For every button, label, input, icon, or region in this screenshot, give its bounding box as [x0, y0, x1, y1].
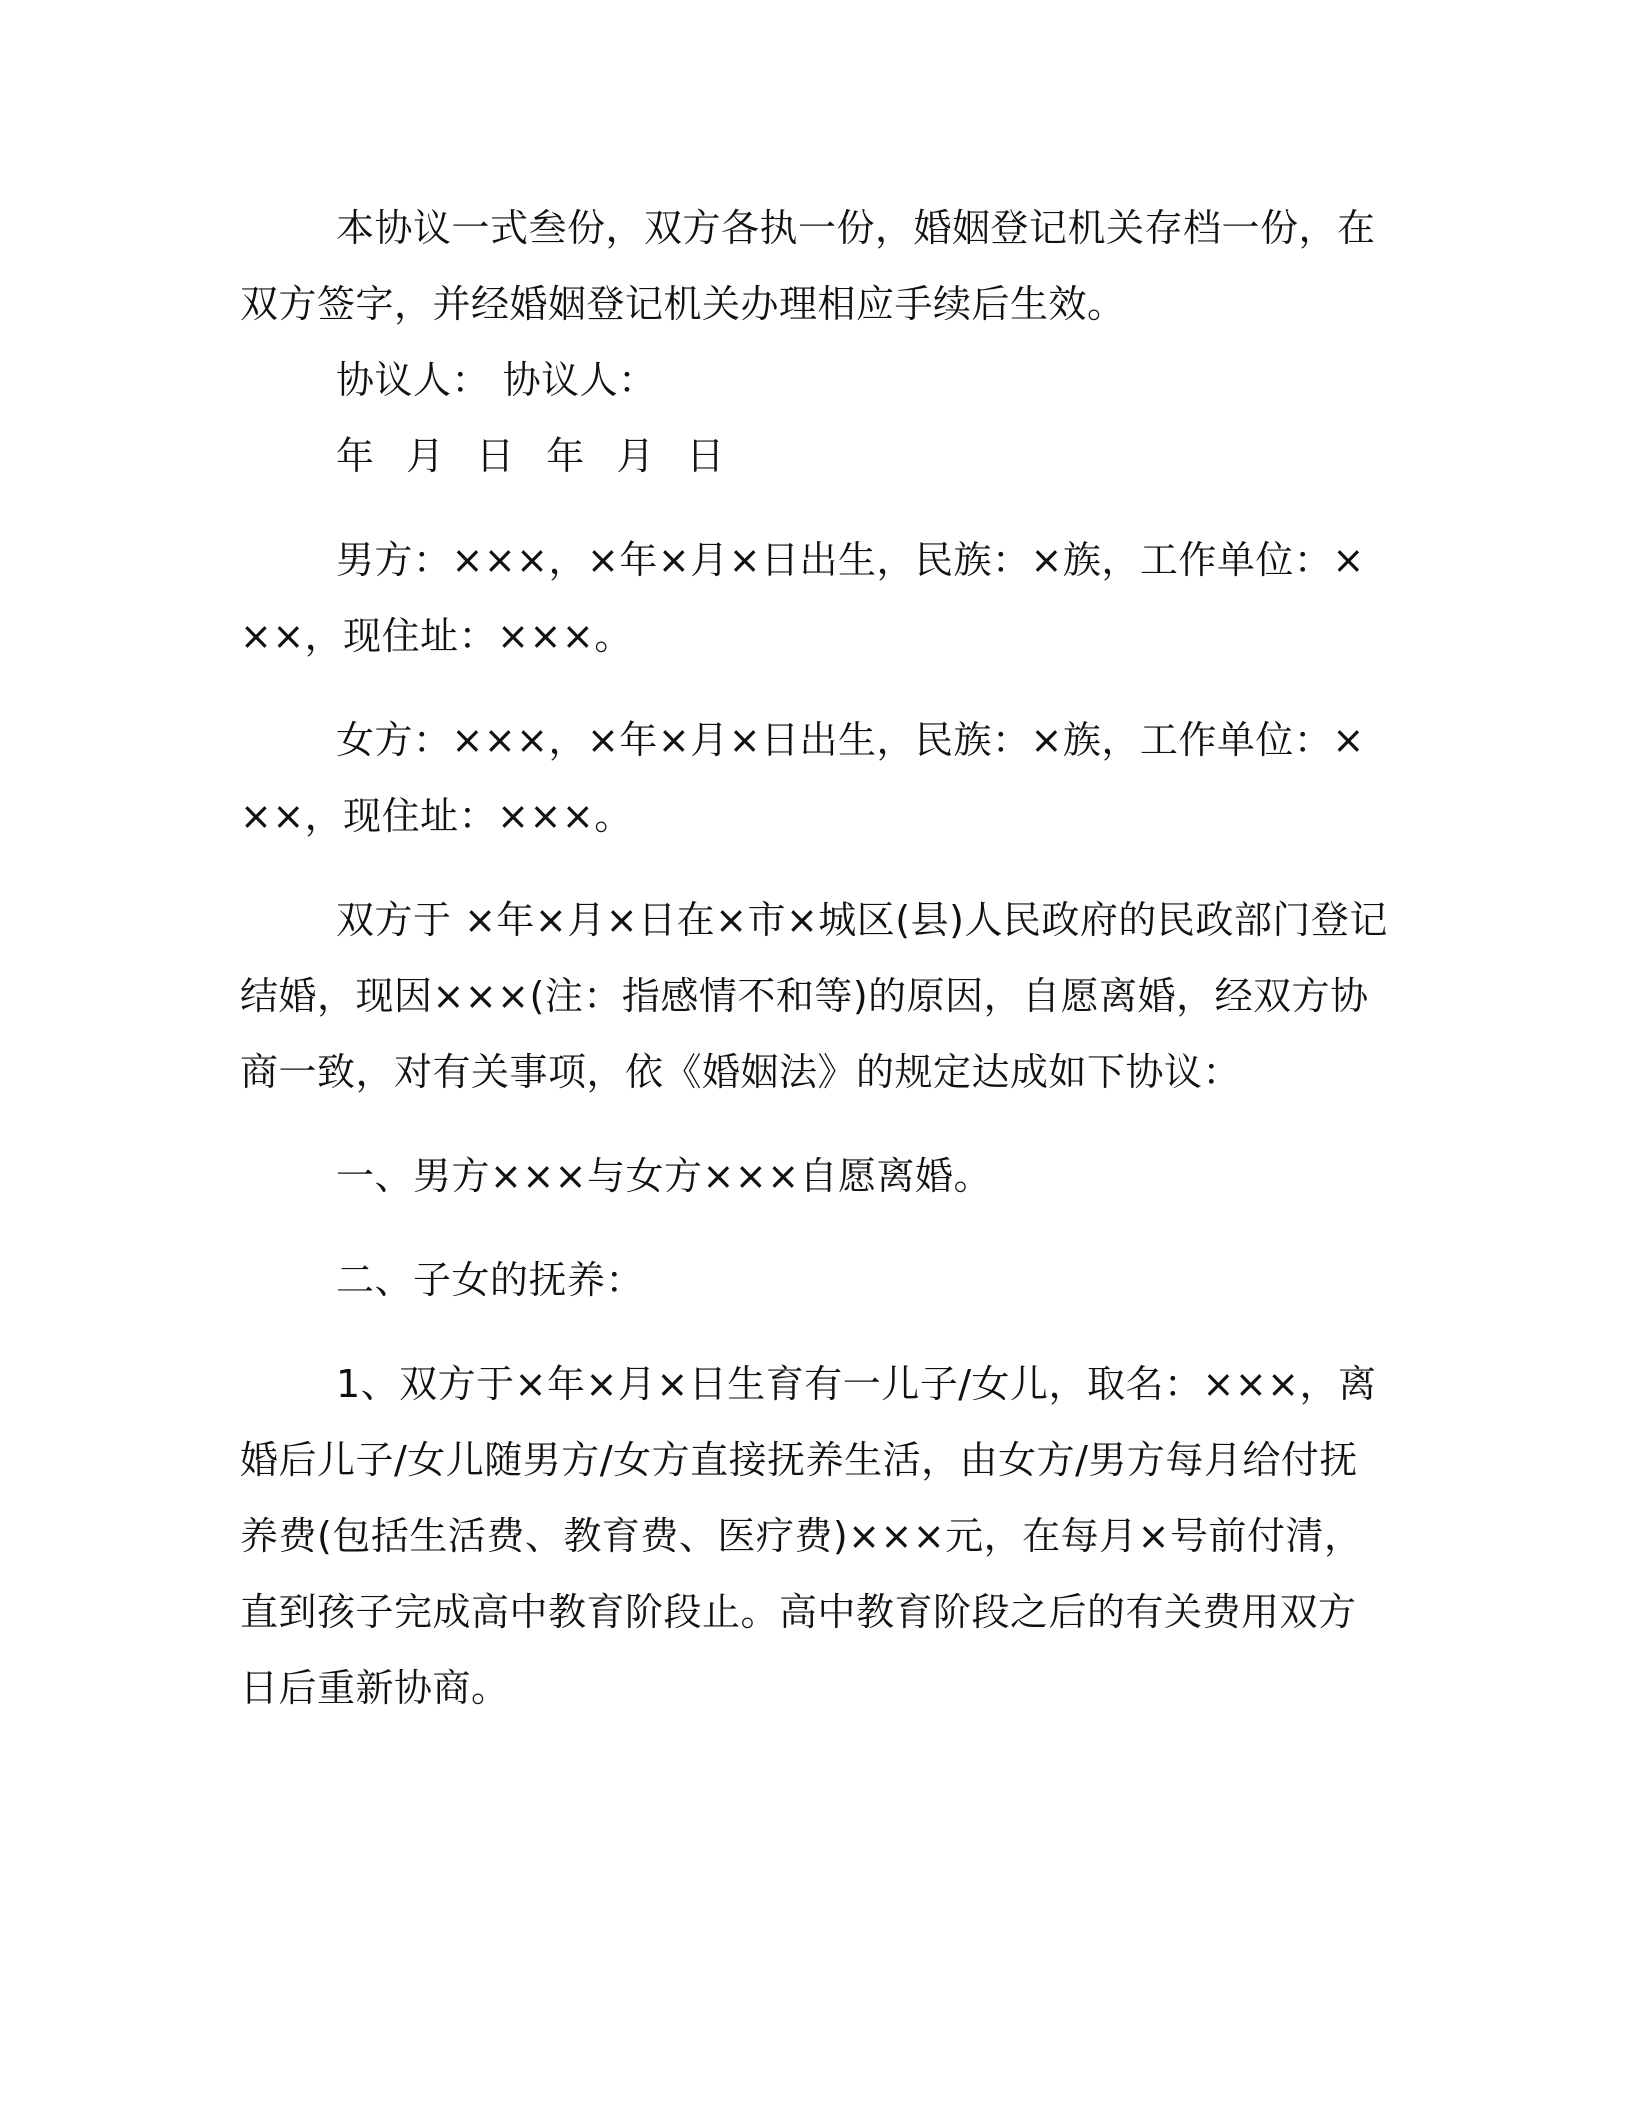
validity-clause: 本协议一式叁份，双方各执一份，婚姻登记机关存档一份，在双方签字，并经婚姻登记机关办理相应手续后生效。: [240, 206, 1376, 326]
male-party-info: 男方：×××，×年×月×日出生，民族：×族，工作单位：×××，现住址：×××。: [240, 538, 1365, 658]
clause-two-heading: 二、子女的抚养：: [336, 1258, 645, 1302]
date-line-text: 年 月 日 年 月 日: [336, 434, 735, 478]
child-support-clause: 1、双方于×年×月×日生育有一儿子/女儿，取名：×××，离婚后儿子/女儿随男方/女方直接抚养生活，由女方/男方每月给付抚养费(包括生活费、教育费、医疗费)×××元，在每月×号前付清，直到孩子完成高中教育阶段止。高中教育阶段之后的有关费用双方日后重新协商。: [240, 1362, 1377, 1710]
clause-one: 一、男方×××与女方×××自愿离婚。: [336, 1154, 993, 1198]
date-line: [240, 418, 1390, 494]
female-party-info: 女方：×××，×年×月×日出生，民族：×族，工作单位：×××，现住址：×××。: [240, 718, 1365, 838]
document-body: [240, 190, 1390, 1726]
marriage-registration-paragraph: 双方于 ×年×月×日在×市×城区(县)人民政府的民政部门登记结婚，现因×××(注：指感情不和等)的原因，自愿离婚，经双方协商一致，对有关事项，依《婚姻法》的规定达成如下协议：: [240, 898, 1388, 1094]
signature-line: 协议人： 协议人：: [336, 358, 657, 402]
